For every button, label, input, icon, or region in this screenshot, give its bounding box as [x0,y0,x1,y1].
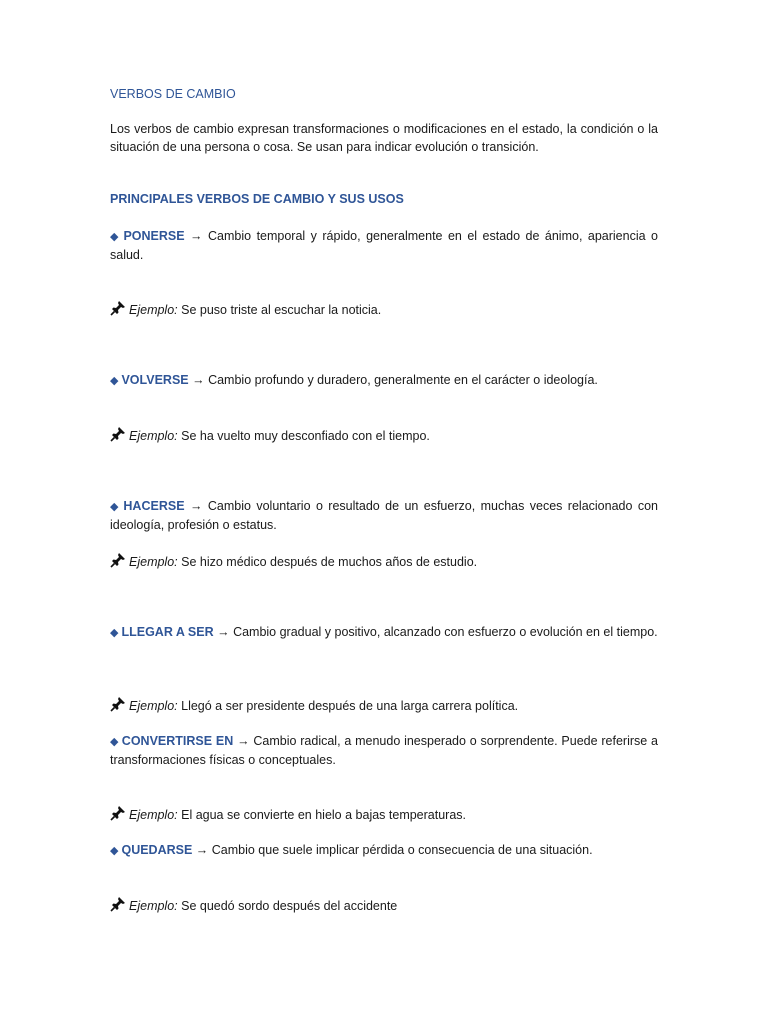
verb-description: Cambio que suele implicar pérdida o consecuencia de una situación. [211,843,593,857]
verb-entry-llegar-a-ser [110,624,658,643]
verb-entry-hacerse [110,498,658,534]
example-text: Se hizo médico después de muchos años de estudio. [177,555,478,569]
arrow: → [213,625,234,639]
verb-entry-ponerse [110,228,658,264]
section-heading: PRINCIPALES VERBOS DE CAMBIO Y SUS USOS [110,192,404,206]
example-text: Se quedó sordo después del accidente [177,899,398,913]
pushpin-icon [110,896,126,912]
verb-name: QUEDARSE [121,843,193,857]
example-convertirse-en [110,805,658,825]
verb-name: HACERSE [123,499,185,513]
arrow: → [184,499,208,513]
example-ponerse [110,300,658,320]
intro-paragraph: Los verbos de cambio expresan transformaciones o modificaciones en el estado, la condición o la situación de una persona o cosa. Se usan para indicar evolución o transición. [110,122,658,154]
verb-name: CONVERTIRSE EN [121,734,234,748]
example-llegar-a-ser [110,696,658,716]
example-label: Ejemplo: [129,555,178,569]
pushpin-icon [110,696,126,712]
example-label: Ejemplo: [129,303,178,317]
verb-name: LLEGAR A SER [121,625,214,639]
example-text: Se ha vuelto muy desconfiado con el tiempo. [177,429,430,443]
example-text: El agua se convierte en hielo a bajas temperaturas. [177,808,467,822]
example-label: Ejemplo: [129,699,178,713]
verb-name: PONERSE [123,229,185,243]
diamond-icon: ◆ [110,231,121,243]
arrow: → [184,229,209,243]
example-text: Se puso triste al escuchar la noticia. [177,303,382,317]
diamond-icon: ◆ [110,736,119,748]
pushpin-icon [110,552,126,568]
document-title: VERBOS DE CAMBIO [110,87,236,101]
verb-description: Cambio voluntario o resultado de un esfuerzo, muchas veces relacionado con ideología, profesión o estatus. [110,499,659,532]
verb-description: Cambio temporal y rápido, generalmente en el estado de ánimo, apariencia o salud. [110,229,658,262]
pushpin-icon [110,426,126,442]
example-label: Ejemplo: [129,899,178,913]
diamond-icon: ◆ [110,375,119,387]
arrow: → [188,373,209,387]
verb-entry-volverse [110,372,658,391]
example-volverse [110,426,658,446]
example-hacerse [110,552,658,572]
pushpin-icon [110,300,126,316]
example-label: Ejemplo: [129,808,178,822]
arrow: → [192,843,212,857]
arrow: → [233,734,254,748]
example-text: Llegó a ser presidente después de una larga carrera política. [177,699,519,713]
diamond-icon: ◆ [110,501,121,513]
verb-entry-convertirse-en [110,733,658,769]
example-quedarse [110,896,658,916]
diamond-icon: ◆ [110,845,119,857]
example-label: Ejemplo: [129,429,178,443]
diamond-icon: ◆ [110,627,119,639]
verb-description: Cambio radical, a menudo inesperado o sorprendente. Puede referirse a transformaciones físicas o conceptuales. [110,734,658,767]
verb-entry-quedarse [110,842,658,861]
verb-description: Cambio profundo y duradero, generalmente en el carácter o ideología. [208,373,598,387]
verb-description: Cambio gradual y positivo, alcanzado con esfuerzo o evolución en el tiempo. [233,625,658,639]
pushpin-icon [110,805,126,821]
verb-name: VOLVERSE [121,373,189,387]
